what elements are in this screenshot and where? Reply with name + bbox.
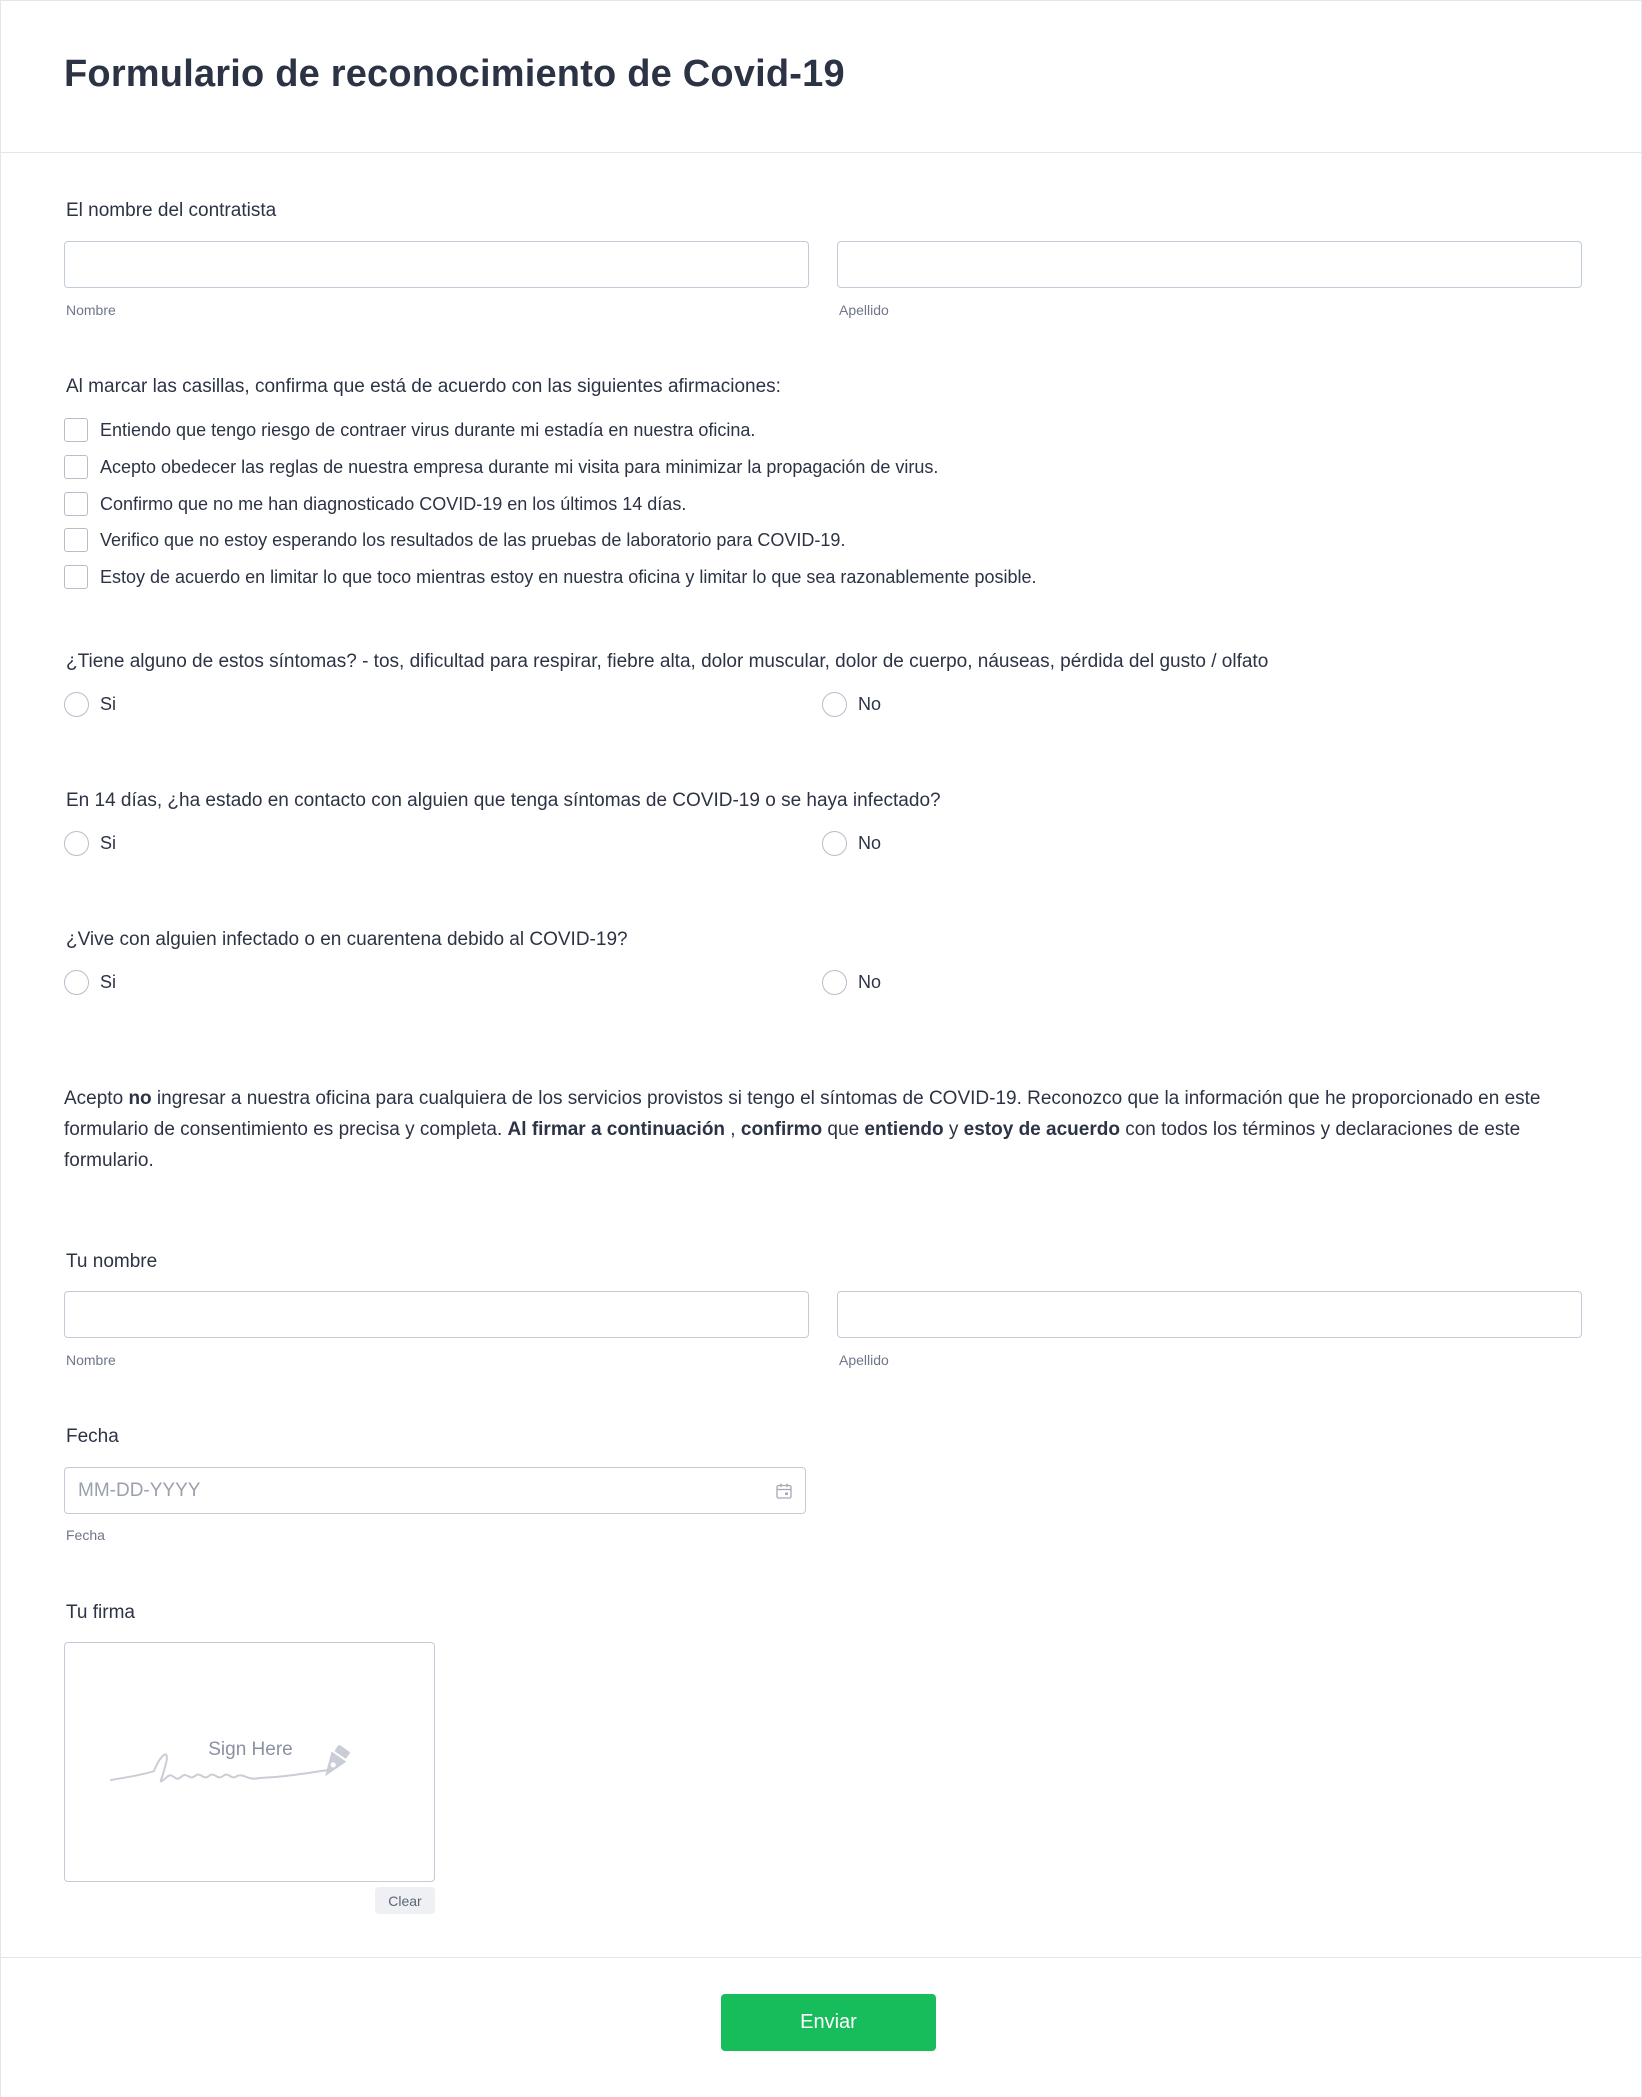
checkbox[interactable] — [64, 528, 88, 552]
household-yes-option[interactable] — [64, 969, 116, 995]
contractor-last-name-sublabel: Apellido — [839, 302, 889, 318]
checkbox[interactable] — [64, 418, 88, 442]
radio-button[interactable] — [64, 831, 89, 856]
radio-label: Si — [100, 693, 117, 714]
date-sublabel: Fecha — [66, 1527, 105, 1543]
your-last-name-sublabel: Apellido — [839, 1352, 889, 1368]
symptoms-yes-option[interactable] — [64, 691, 116, 717]
agreement-item[interactable] — [64, 528, 845, 552]
radio-button[interactable] — [64, 692, 89, 717]
date-placeholder: MM-DD-YYYY — [78, 1479, 201, 1501]
checkbox[interactable] — [64, 565, 88, 589]
radio-button[interactable] — [822, 970, 847, 995]
contact-question-label: En 14 días, ¿ha estado en contacto con alguien que tenga síntomas de COVID-19 o se haya infectado? — [66, 790, 941, 811]
agreement-item[interactable] — [64, 418, 755, 442]
checkbox-label: Entiendo que tengo riesgo de contraer virus durante mi estadía en nuestra oficina. — [100, 419, 756, 440]
contractor-first-name-input[interactable] — [64, 241, 809, 288]
checkbox[interactable] — [64, 492, 88, 516]
contact-yes-option[interactable] — [64, 830, 116, 856]
your-first-name-sublabel: Nombre — [66, 1352, 116, 1368]
symptoms-no-option[interactable] — [822, 691, 881, 717]
signature-label: Tu firma — [66, 1602, 135, 1623]
checkbox[interactable] — [64, 455, 88, 479]
form-footer — [1, 1957, 1641, 2097]
contractor-first-name-sublabel: Nombre — [66, 302, 116, 318]
date-input[interactable] — [64, 1467, 806, 1514]
radio-button[interactable] — [822, 831, 847, 856]
signature-pad[interactable] — [64, 1642, 435, 1882]
form-title: Formulario de reconocimiento de Covid-19 — [64, 53, 845, 95]
checkbox-label: Acepto obedecer las reglas de nuestra empresa durante mi visita para minimizar la propagación de virus. — [100, 456, 939, 477]
clear-signature-button[interactable]: Clear — [375, 1887, 435, 1914]
checkbox-label: Confirmo que no me han diagnosticado COVID-19 en los últimos 14 días. — [100, 493, 687, 514]
radio-label: Si — [100, 971, 117, 992]
radio-label: No — [858, 832, 882, 853]
agreement-item[interactable] — [64, 492, 686, 516]
your-first-name-input[interactable] — [64, 1291, 809, 1338]
symptoms-question-label: ¿Tiene alguno de estos síntomas? - tos, dificultad para respirar, fiebre alta, dolor muscular, dolor de cuerpo, náuseas, pérdida del gusto / olfato — [66, 651, 1269, 672]
agreement-item[interactable] — [64, 455, 938, 479]
your-name-label: Tu nombre — [66, 1251, 158, 1272]
agreements-label: Al marcar las casillas, confirma que está de acuerdo con las siguientes afirmaciones: — [66, 376, 781, 397]
pen-icon — [318, 1743, 352, 1781]
form-header — [1, 1, 1641, 153]
checkbox-label: Verifico que no estoy esperando los resultados de las pruebas de laboratorio para COVID-19. — [100, 529, 846, 550]
date-label: Fecha — [66, 1426, 119, 1447]
contact-no-option[interactable] — [822, 830, 881, 856]
declaration-paragraph: Acepto no ingresar a nuestra oficina para cualquiera de los servicios provistos si tengo el síntomas de COVID-19. Reconozco que la información que he proporcionado en este formulario de consentimiento es precisa y completa. Al firmar a continuación , confirmo que entiendo y estoy de acuerdo con todos los términos y declaraciones de este formulario. — [64, 1088, 1541, 1171]
contractor-name-label: El nombre del contratista — [66, 200, 277, 221]
radio-label: No — [858, 971, 882, 992]
household-question-label: ¿Vive con alguien infectado o en cuarentena debido al COVID-19? — [66, 929, 628, 950]
signature-scribble-icon — [109, 1733, 399, 1803]
radio-button[interactable] — [64, 970, 89, 995]
checkbox-label: Estoy de acuerdo en limitar lo que toco mientras estoy en nuestra oficina y limitar lo que sea razonablemente posible. — [100, 566, 1037, 587]
calendar-icon[interactable] — [775, 1482, 793, 1500]
your-last-name-input[interactable] — [837, 1291, 1582, 1338]
agreement-item[interactable] — [64, 565, 1037, 589]
radio-button[interactable] — [822, 692, 847, 717]
submit-button[interactable]: Enviar — [721, 1994, 936, 2051]
radio-label: No — [858, 693, 882, 714]
radio-label: Si — [100, 832, 117, 853]
contractor-last-name-input[interactable] — [837, 241, 1582, 288]
sign-here-placeholder: Sign Here — [208, 1739, 293, 1760]
household-no-option[interactable] — [822, 969, 881, 995]
